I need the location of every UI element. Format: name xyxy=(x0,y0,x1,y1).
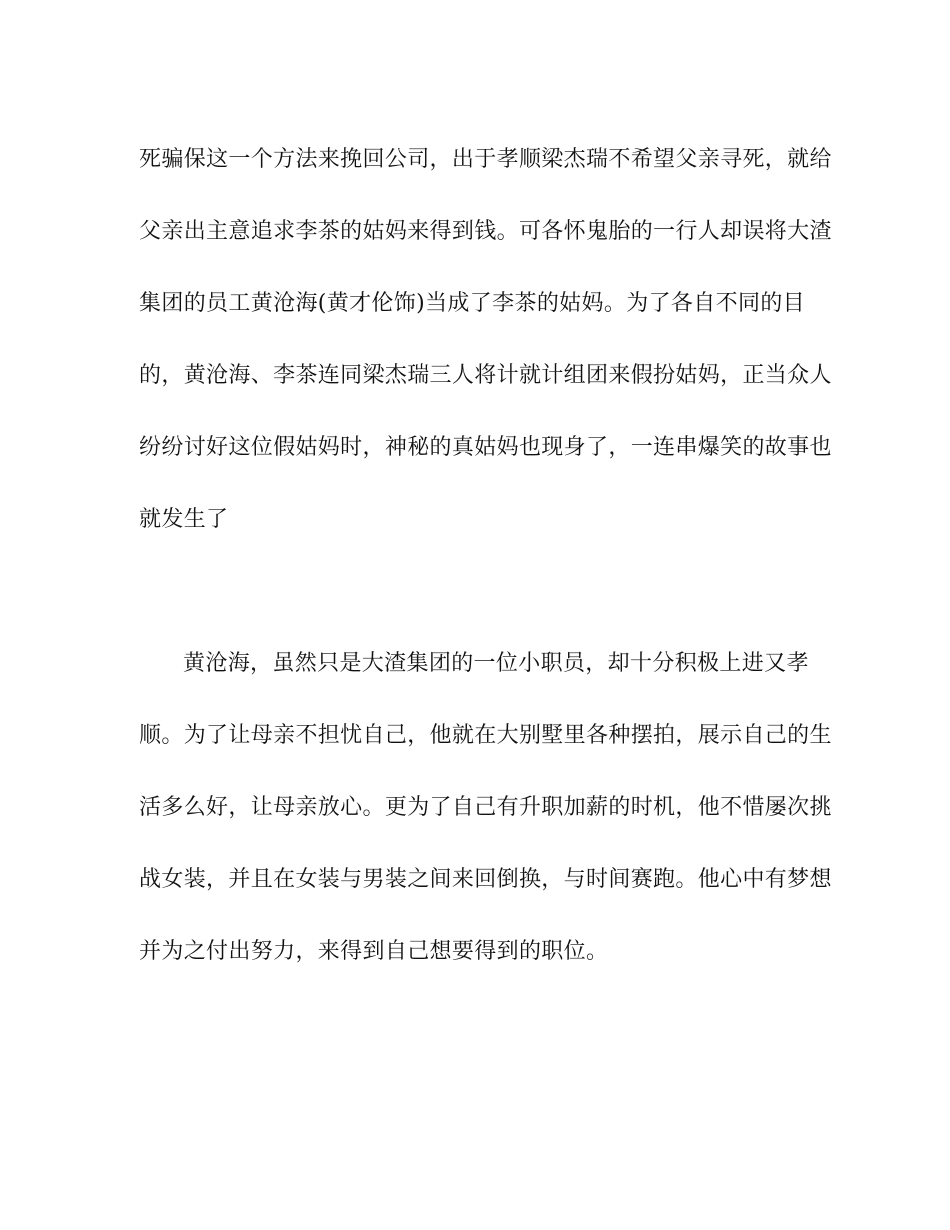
text-line: 的，黄沧海、李茶连同梁杰瑞三人将计就计组团来假扮姑妈，正当众人 xyxy=(139,363,832,388)
text-line: 集团的员工黄沧海(黄才伦饰)当成了李茶的姑妈。为了各自不同的目 xyxy=(139,291,806,316)
text-line: 父亲出主意追求李茶的姑妈来得到钱。可各怀鬼胎的一行人却误将大渣 xyxy=(139,219,832,244)
text-line: 黄沧海，虽然只是大渣集团的一位小职员，却十分积极上进又孝 xyxy=(183,651,809,676)
text-line: 就发生了 xyxy=(139,507,229,532)
text-line: 纷纷讨好这位假姑妈时，神秘的真姑妈也现身了，一连串爆笑的故事也 xyxy=(139,435,832,460)
text-line: 死骗保这一个方法来挽回公司，出于孝顺梁杰瑞不希望父亲寻死，就给 xyxy=(139,147,832,172)
text-line: 并为之付出努力，来得到自己想要得到的职位。 xyxy=(139,939,609,964)
text-line: 顺。为了让母亲不担忧自己，他就在大别墅里各种摆拍，展示自己的生 xyxy=(139,723,832,748)
text-line: 战女装，并且在女装与男装之间来回倒换，与时间赛跑。他心中有梦想 xyxy=(139,867,832,892)
text-line: 活多么好，让母亲放心。更为了自己有升职加薪的时机，他不惜屡次挑 xyxy=(139,795,832,820)
